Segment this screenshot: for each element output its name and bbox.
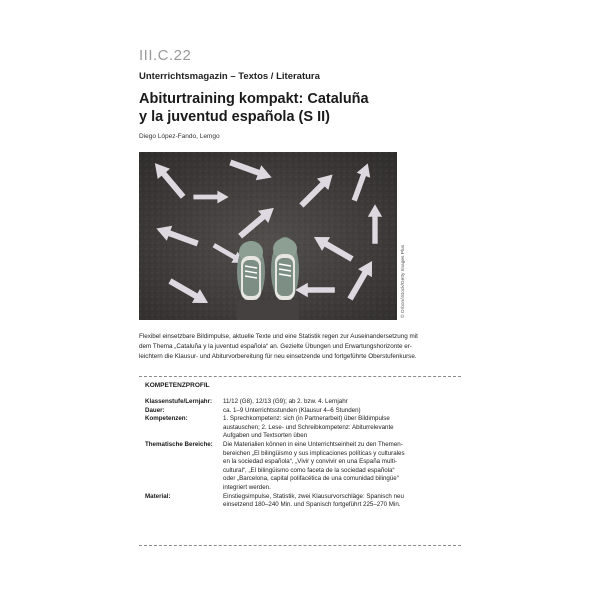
kp-label: Thematische Bereiche: (145, 440, 213, 448)
kp-value (223, 415, 457, 441)
kp-value-line: Aufgaben und Textsorten üben (223, 432, 308, 440)
kp-row-thematische-bereiche (145, 441, 457, 493)
title-line-1: Abiturtraining kompakt: Cataluña (139, 91, 369, 107)
kp-value (223, 407, 457, 416)
page-title (139, 90, 459, 126)
intro-line: leichtern die Klausur- und Abiturvorbereitung für neu einsetzende und fortgeführte Oberstufenkurse. (139, 353, 417, 361)
kp-value-line: 11/12 (G8), 12/13 (G9); ab 2. bzw. 4. Lernjahr (223, 398, 348, 405)
kp-label: Dauer: (145, 406, 165, 414)
kp-value (223, 493, 457, 510)
kp-value-line: en la sociedad española“, „Vivir y convivir en una España multi- (223, 458, 397, 466)
kp-value (223, 441, 457, 493)
kp-value-line: austauschen; 2. Lese- und Schreibkompetenz: Abiturrelevante (223, 423, 394, 431)
unit-code: III.C.22 (139, 47, 192, 64)
kp-row-material (145, 493, 457, 510)
kp-row-klassenstufe (145, 398, 457, 407)
kp-value-line: oder „Barcelona, capital polifacética de una comunidad bilingüe“ (223, 475, 399, 483)
kp-value-line: bereichen „El bilingüismo y sus implicaciones políticas y culturales (223, 449, 405, 457)
kp-value-line: einsetzend 180–240 Min. und Spanisch fortgeführt 225–270 Min. (223, 501, 401, 509)
kp-label: Klassenstufe/Lernjahr: (145, 398, 213, 405)
kp-label: Material: (145, 492, 171, 500)
kp-value (223, 398, 457, 407)
kp-label: Kompetenzen: (145, 415, 188, 423)
author: Diego López-Fando, Lemgo (139, 133, 220, 140)
kp-value-line: Einstiegsimpulse, Statistik, zwei Klausurvorschläge: Spanisch neu (223, 492, 404, 500)
title-line-2: y la juventud española (S II) (139, 109, 330, 125)
kp-value-line: ca. 1–9 Unterrichtsstunden (Klausur 4–6 Stunden) (223, 406, 361, 414)
kp-row-dauer (145, 407, 457, 416)
kp-value-line: 1. Sprechkompetenz: sich (in Partnerarbeit) über Bildimpulse (223, 415, 390, 423)
kp-row-kompetenzen (145, 415, 457, 441)
series-title: Unterrichtsmagazin – Textos / Literatura (139, 71, 320, 82)
cover-photo (139, 152, 397, 320)
kompetenzprofil-heading: KOMPETENZPROFIL (145, 382, 210, 389)
intro-line: Flexibel einsetzbare Bildimpulse, aktuelle Texte und eine Statistik regen zur Auseinandersetzung mit (139, 333, 418, 340)
divider-top (139, 376, 461, 377)
kompetenzprofil-table (145, 398, 457, 510)
kp-value-line: cultural“, „El bilingüismo como faceta de la sociedad española“ (223, 466, 395, 474)
intro-line: dem Thema „Cataluña y la juventud española“ an. Gezielte Übungen und Erwartungshorizonte er- (139, 343, 412, 351)
divider-bottom (139, 545, 461, 546)
kp-value-line: integriert werden. (223, 483, 271, 491)
kp-value-line: Die Materialien können in eine Unterrichtseinheit zu den Themen- (223, 440, 403, 448)
intro-text (139, 332, 461, 363)
photo-credit: © Orbon/iStock/Getty Images Plus (401, 244, 406, 318)
